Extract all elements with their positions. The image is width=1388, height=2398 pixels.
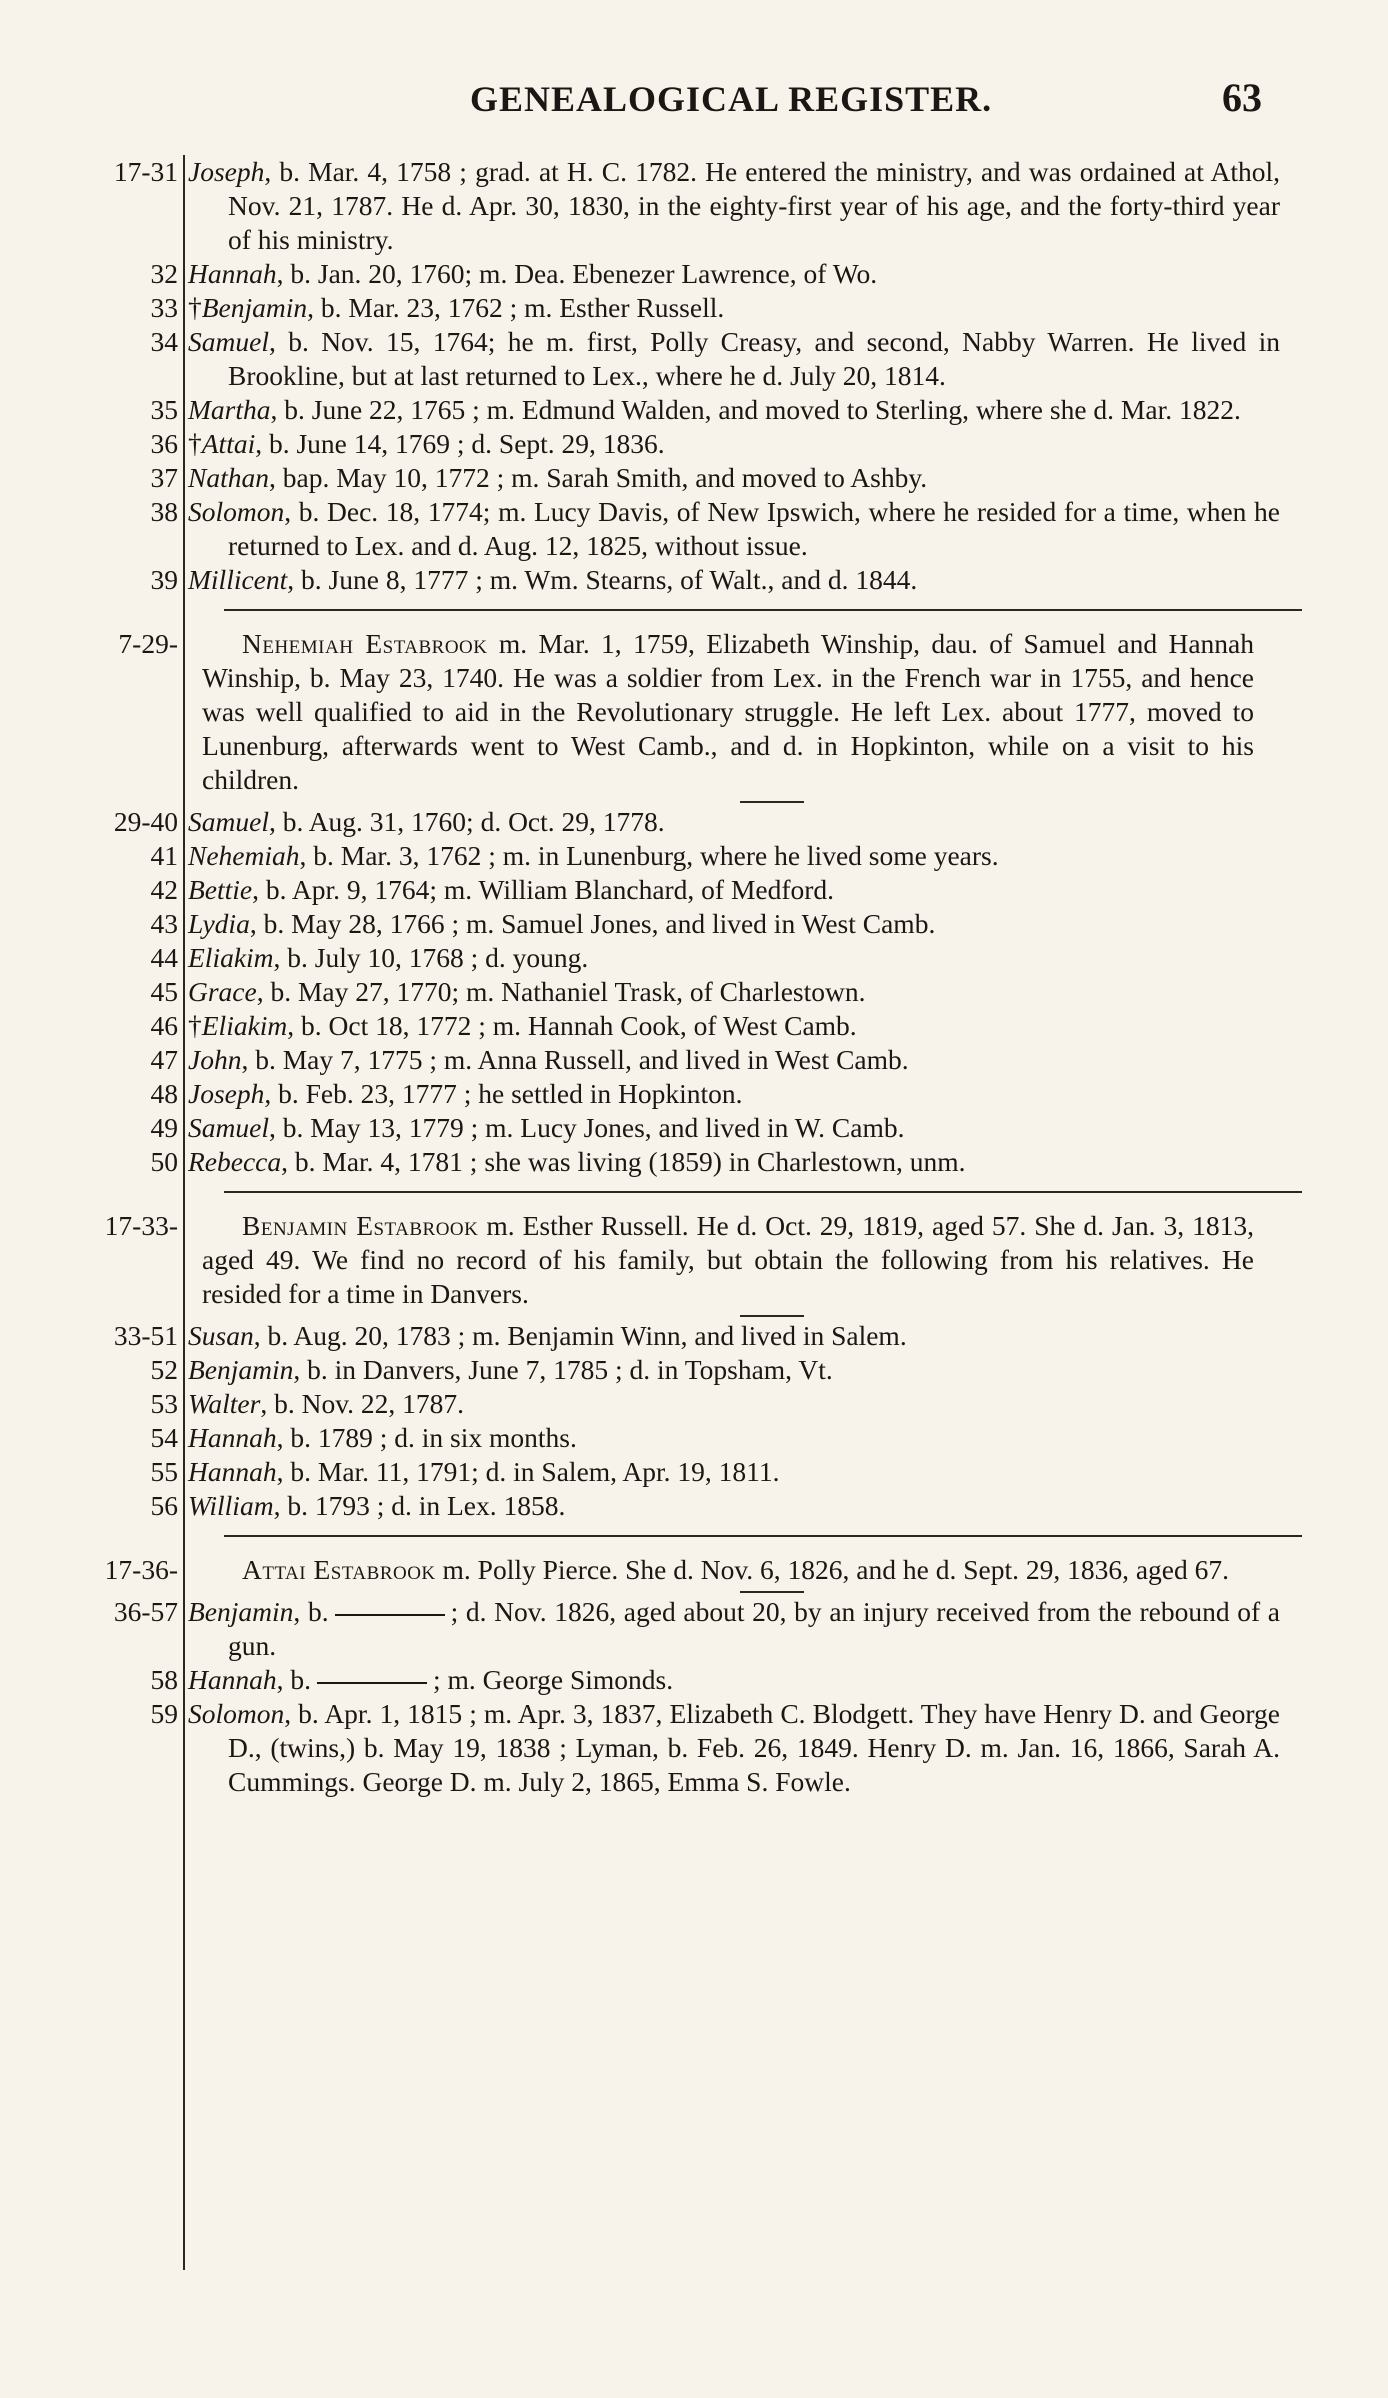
child-entry [40,257,1270,291]
entry-number: 36-57 [113,1596,178,1627]
child-name: Joseph [188,1078,265,1109]
register-content [40,155,1280,1799]
child-entry [40,1489,1270,1523]
child-entry [40,941,1270,975]
entry-text [188,291,1280,325]
entry-number: 48 [150,1078,178,1109]
child-name: Lydia [188,908,250,939]
child-entry [40,839,1270,873]
child-name: Solomon [188,496,285,527]
entry-text [188,1145,1280,1179]
entry-text [188,325,1280,393]
dagger-mark: † [188,1010,202,1041]
entry-number: 33 [150,292,178,323]
page-header [0,75,1388,128]
entry-text [188,1697,1280,1799]
child-entry [40,1421,1270,1455]
entry-text [188,257,1280,291]
entry-text [188,1455,1280,1489]
entry-number: 45 [150,976,178,1007]
entry-detail: , b. 1793 ; d. in Lex. 1858. [273,1490,566,1521]
entry-text [188,627,1254,797]
entry-text [188,1111,1280,1145]
entry-number: 58 [150,1664,178,1695]
child-entry [40,155,1280,257]
entry-detail: , b. Nov. 22, 1787. [260,1388,465,1419]
entry-text [188,393,1280,427]
short-divider [740,1591,804,1593]
page-number: 63 [1222,75,1262,120]
child-name: Benjamin [201,292,308,323]
entry-detail: , b. Dec. 18, 1774; m. Lucy Davis, of New Ipswich, where he resided for a time, when he returned to Lex. and d. Aug. 12, 1825, without issue. [228,496,1280,561]
child-entry [40,1077,1270,1111]
entry-detail: , b. Mar. 4, 1758 ; grad. at H. C. 1782. He entered the ministry, and was ordained at Athol, Nov. 21, 1787. He d. Apr. 30, 1830, in the eighty-first year of his age, and the forty-third year of his ministry. [228,156,1280,255]
entry-detail: , b. May 28, 1766 ; m. Samuel Jones, and lived in West Camb. [249,908,936,939]
entry-number: 7-29- [118,628,178,659]
entry-detail: , b. May 13, 1779 ; m. Lucy Jones, and lived in W. Camb. [268,1112,905,1143]
entry-number: 52 [150,1354,178,1385]
entry-number: 35 [150,394,178,425]
entry-number: 55 [150,1456,178,1487]
child-name: Attai [201,428,256,459]
entry-number: 29-40 [113,806,178,837]
entry-detail: ; m. George Simonds. [433,1664,674,1695]
entry-number: 53 [150,1388,178,1419]
entry-detail: , b. June 14, 1769 ; d. Sept. 29, 1836. [255,428,665,459]
child-entry [40,1043,1270,1077]
entry-detail: , b. [276,1664,311,1695]
entry-detail: , b. Mar. 3, 1762 ; m. in Lunenburg, where he lived some years. [299,840,999,871]
child-entry [40,1595,1280,1663]
entry-text [188,1009,1280,1043]
entry-text [188,1043,1280,1077]
entry-number: 37 [150,462,178,493]
entry-detail: , b. [293,1596,329,1627]
running-title: GENEALOGICAL REGISTER. [470,79,993,119]
blank-rule [317,1682,427,1684]
child-entry [40,1697,1280,1799]
entry-detail: , b. Apr. 1, 1815 ; m. Apr. 3, 1837, Elizabeth C. Blodgett. They have Henry D. and George D., (twins,) b. May 19, 1838 ; Lyman, b. Feb. 26, 1849. Henry D. m. Jan. 16, 1866, Sarah A. Cummings. George D. m. July 2, 1865, Emma S. Fowle. [228,1698,1280,1797]
child-entry [40,325,1280,393]
entry-text [188,1077,1280,1111]
child-name: Nehemiah [188,840,300,871]
child-name: Millicent [188,564,288,595]
child-name: Hannah [188,1422,277,1453]
child-entry [40,495,1280,563]
section-divider [224,609,1302,611]
head-name: Benjamin Estabrook [242,1210,479,1241]
child-name: Hannah [188,1456,277,1487]
child-name: Solomon [188,1698,285,1729]
entry-number: 43 [150,908,178,939]
family-paragraph [40,1209,1270,1311]
entry-number: 39 [150,564,178,595]
entry-number: 32 [150,258,178,289]
entry-number: 47 [150,1044,178,1075]
child-entry [40,461,1270,495]
head-name: Nehemiah Estabrook [242,628,488,659]
child-entry [40,291,1270,325]
section-divider [224,1535,1302,1537]
entry-number: 41 [150,840,178,871]
entry-text [188,495,1280,563]
family-paragraph [40,627,1270,797]
entry-detail: , b. June 8, 1777 ; m. Wm. Stearns, of Walt., and d. 1844. [287,564,918,595]
entry-number: 42 [150,874,178,905]
child-name: Benjamin [188,1354,294,1385]
entry-number: 59 [150,1698,178,1729]
short-divider [740,801,804,803]
family-paragraph [40,1553,1270,1587]
entry-text [188,873,1280,907]
entry-number: 38 [150,496,178,527]
child-name: Benjamin [188,1596,294,1627]
child-entry [40,427,1270,461]
child-entry [40,1111,1270,1145]
entry-detail: , b. Mar. 23, 1762 ; m. Esther Russell. [307,292,725,323]
entry-text [188,1353,1280,1387]
child-name: Hannah [188,1664,277,1695]
entry-detail: , bap. May 10, 1772 ; m. Sarah Smith, and moved to Ashby. [268,462,928,493]
child-entry [40,907,1270,941]
entry-detail: , b. Nov. 15, 1764; he m. first, Polly Creasy, and second, Nabby Warren. He lived in Brookline, but at last returned to Lex., where he d. July 20, 1814. [228,326,1280,391]
child-entry [40,1353,1270,1387]
child-entry [40,1145,1270,1179]
entry-number: 50 [150,1146,178,1177]
entry-text [188,1489,1280,1523]
entry-detail: , b. May 27, 1770; m. Nathaniel Trask, of Charlestown. [256,976,866,1007]
paragraph-text: m. Polly Pierce. She d. Nov. 6, 1826, and he d. Sept. 29, 1836, aged 67. [435,1554,1229,1585]
entry-text [188,1209,1254,1311]
child-entry [40,1319,1270,1353]
entry-detail: , b. June 22, 1765 ; m. Edmund Walden, and moved to Sterling, where she d. Mar. 1822. [270,394,1241,425]
entry-text [188,461,1280,495]
entry-number: 49 [150,1112,178,1143]
child-entry [40,563,1270,597]
child-entry [40,1009,1270,1043]
entry-text [188,427,1280,461]
short-divider [740,1315,804,1317]
child-name: Samuel [188,806,269,837]
entry-detail: , b. Aug. 31, 1760; d. Oct. 29, 1778. [268,806,665,837]
paragraph-text: m. Esther Russell. He d. Oct. 29, 1819, aged 57. She d. Jan. 3, 1813, aged 49. We find no record of his family, but obtain the following from his relatives. He resided for a time in Danvers. [202,1210,1254,1309]
entry-text [188,1421,1280,1455]
entry-detail: , b. Jan. 20, 1760; m. Dea. Ebenezer Lawrence, of Wo. [276,258,878,289]
entry-detail: , b. July 10, 1768 ; d. young. [273,942,589,973]
entry-detail: ; d. Nov. 1826, aged about 20, by an injury received from the rebound of a gun. [228,1596,1280,1661]
entry-text [188,941,1280,975]
entry-text [188,805,1280,839]
entry-detail: , b. Oct 18, 1772 ; m. Hannah Cook, of West Camb. [287,1010,857,1041]
paragraph-text: m. Mar. 1, 1759, Elizabeth Winship, dau. of Samuel and Hannah Winship, b. May 23, 1740. He was a soldier from Lex. in the French war in 1755, and hence was well qualified to aid in the Revolutionary struggle. He left Lex. about 1777, moved to Lunenburg, afterwards went to West Camb., and d. in Hopkinton, while on a visit to his children. [202,628,1254,795]
dagger-mark: † [188,428,202,459]
head-name: Attai Estabrook [242,1554,436,1585]
entry-text [188,155,1280,257]
blank-rule [335,1614,445,1616]
entry-number: 56 [150,1490,178,1521]
entry-number: 17-31 [113,156,178,187]
child-name: Samuel [188,1112,269,1143]
entry-detail: , b. Mar. 4, 1781 ; she was living (1859) in Charlestown, unm. [281,1146,966,1177]
entry-number: 54 [150,1422,178,1453]
entry-number: 36 [150,428,178,459]
child-entry [40,1387,1270,1421]
entry-detail: , b. in Danvers, June 7, 1785 ; d. in Topsham, Vt. [293,1354,833,1385]
child-entry [40,393,1270,427]
child-name: William [188,1490,274,1521]
entry-detail: , b. Mar. 11, 1791; d. in Salem, Apr. 19, 1811. [276,1456,780,1487]
child-name: Nathan [188,462,269,493]
entry-number: 33-51 [113,1320,178,1351]
child-entry [40,805,1270,839]
entry-text [188,839,1280,873]
child-entry [40,873,1270,907]
entry-text [188,1387,1280,1421]
entry-number: 17-36- [104,1554,178,1585]
child-name: Eliakim [201,1010,288,1041]
entry-text [188,1663,1280,1697]
entry-text [188,975,1280,1009]
child-name: Walter [188,1388,261,1419]
entry-number: 46 [150,1010,178,1041]
child-name: Bettie [188,874,253,905]
entry-number: 44 [150,942,178,973]
entry-text [188,563,1280,597]
entry-text [188,1553,1254,1587]
entry-text [188,1319,1280,1353]
entry-detail: , b. Feb. 23, 1777 ; he settled in Hopkinton. [264,1078,743,1109]
entry-text [188,907,1280,941]
child-name: Hannah [188,258,277,289]
child-entry [40,975,1270,1009]
child-name: Samuel [188,326,269,357]
child-name: Rebecca [188,1146,282,1177]
entry-number: 17-33- [104,1210,178,1241]
entry-detail: , b. May 7, 1775 ; m. Anna Russell, and lived in West Camb. [241,1044,909,1075]
dagger-mark: † [188,292,202,323]
entry-detail: , b. Apr. 9, 1764; m. William Blanchard, of Medford. [252,874,835,905]
child-name: Grace [188,976,257,1007]
entry-text [188,1595,1280,1663]
entry-number: 34 [150,326,178,357]
child-entry [40,1455,1270,1489]
child-name: Joseph [188,156,265,187]
entry-detail: , b. Aug. 20, 1783 ; m. Benjamin Winn, and lived in Salem. [253,1320,907,1351]
child-name: Eliakim [188,942,274,973]
child-entry [40,1663,1270,1697]
child-name: Susan [188,1320,254,1351]
section-divider [224,1191,1302,1193]
entry-detail: , b. 1789 ; d. in six months. [276,1422,577,1453]
child-name: Martha [188,394,271,425]
child-name: John [188,1044,242,1075]
